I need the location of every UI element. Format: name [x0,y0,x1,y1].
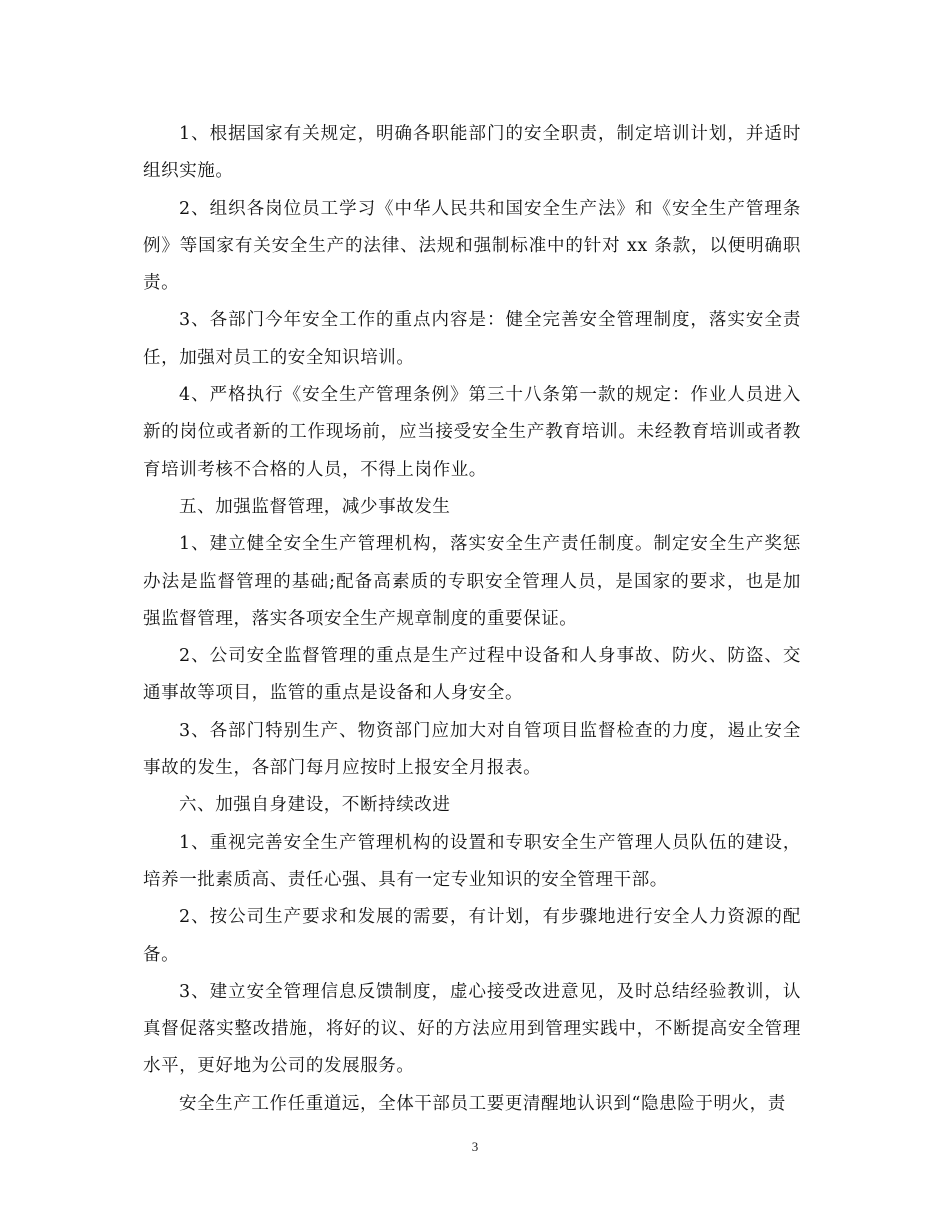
paragraph: 3、建立安全管理信息反馈制度，虚心接受改进意见，及时总结经验教训，认真督促落实整改措施，将好的议、好的方法应用到管理实践中，不断提高安全管理水平，更好地为公司的发展服务。 [143,981,801,1077]
section-heading: 六、加强自身建设，不断持续改进 [179,795,451,816]
document-body [143,116,801,1123]
section-heading: 五、加强监督管理，减少事故发生 [179,496,451,517]
paragraph: 1、重视完善安全生产管理机构的设置和专职安全生产管理人员队伍的建设，培养一批素质高、责任心强、具有一定专业知识的安全管理干部。 [143,832,801,890]
paragraph: 2、公司安全监督管理的重点是生产过程中设备和人身事故、防火、防盗、交通事故等项目，监管的重点是设备和人身安全。 [143,646,801,704]
paragraph: 3、各部门特别生产、物资部门应加大对自管项目监督检查的力度，遏止安全事故的发生，各部门每月应按时上报安全月报表。 [143,720,801,779]
paragraph: 4、严格执行《安全生产管理条例》第三十八条第一款的规定：作业人员进入新的岗位或者新的工作现场前，应当接受安全生产教育培训。未经教育培训或者教育培训考核不合格的人员，不得上岗作业。 [143,385,801,480]
page-number: 3 [471,1139,479,1154]
paragraph: 2、按公司生产要求和发展的需要，有计划，有步骤地进行安全人力资源的配备。 [143,907,801,965]
paragraph: 1、根据国家有关规定，明确各职能部门的安全职责，制定培训计划，并适时组织实施。 [143,124,801,182]
paragraph: 3、各部门今年安全工作的重点内容是：健全完善安全管理制度，落实安全责任，加强对员工的安全知识培训。 [143,310,801,368]
paragraph: 2、组织各岗位员工学习《中华人民共和国安全生产法》和《安全生产管理条例》等国家有关安全生产的法律、法规和强制标准中的针对 xx 条款，以便明确职责。 [143,198,801,294]
paragraph: 安全生产工作任重道远，全体干部员工要更清醒地认识到“隐患险于明火，责 [179,1093,786,1114]
paragraph: 1、建立健全安全生产管理机构，落实安全生产责任制度。制定安全生产奖惩办法是监督管理的基础;配备高素质的专职安全管理人员，是国家的要求，也是加强监督管理，落实各项安全生产规章制度的重要保证。 [143,534,801,629]
